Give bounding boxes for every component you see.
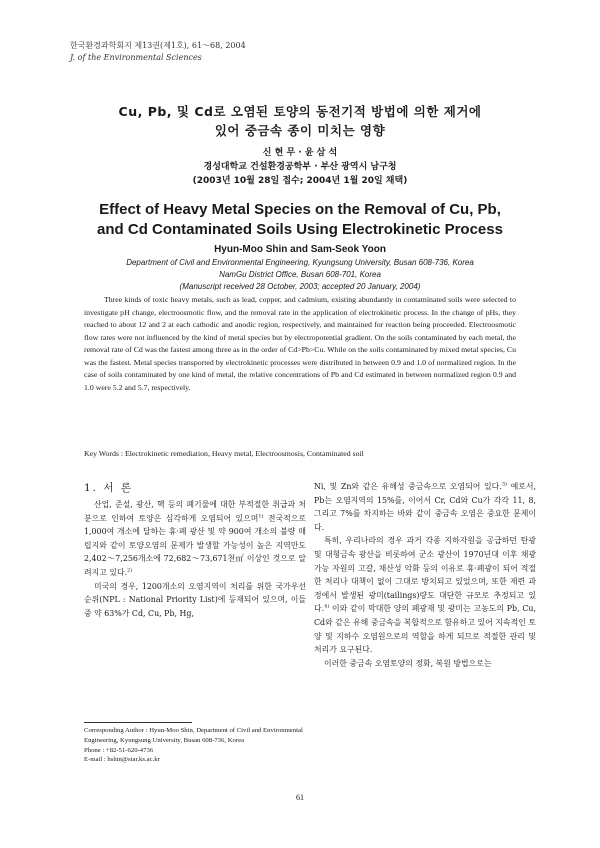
korean-title-line-1: Cu, Pb, 및 Cd로 오염된 토양의 동전기적 방법에 의한 제거에 xyxy=(118,104,482,119)
english-authors: Hyun-Moo Shin and Sam-Seok Yoon xyxy=(214,244,386,255)
body-paragraph: 특히, 우리나라의 경우 과거 각종 지하자원을 공급하던 탄광 및 대형금속 광산을 비롯하여 군소 광산이 1970년대 이후 채광가능 자원의 고갈, 채산성 악화 등의 이유로 휴·폐광이 되어 적절한 처리나 대책이 없이 그대로 방치되고 있었으며, 또한 제련 과정에서 발생된 광미(tailings)량도 대단한 규모로 추정되고 있다.$^{4)}$ 이와 같이 막대한 양의 폐광재 및 광미는 고농도의 Pb, Cu, Cd와 같은 유해 중금속을 복합적으로 함유하고 있어 지속적인 토양 및 지하수 오염원으로의 역할을 하게 되므로 적절한 관리 및 처리가 요구된다. xyxy=(314,536,536,655)
korean-affiliation: 경성대학교 건설환경공학부 · 부산 광역시 남구청 xyxy=(203,162,397,172)
korean-title-line-2: 있어 중금속 종이 미치는 영향 xyxy=(214,123,386,138)
page-number: 61 xyxy=(296,793,304,802)
body-paragraph: 산업, 준설, 광산, 핵 등의 폐기물에 대한 부적절한 취급과 처분으로 인하여 토양은 심각하게 오염되어 있으며$^{1)}$ 전국적으로 1,000여 개소에 달하는 휴·폐 광산 및 약 900여 개소의 불량 매립지와 같이 토양오염의 문제가 발생할 가능성이 높은 지역만도 2,402～7,256개소에 72,682～73,671천㎡ 이상인 것으로 알려지고 있다.$^{2)}$ xyxy=(84,500,306,577)
journal-citation: 한국환경과학회지 제13권(제1호), 61～68, 2004 xyxy=(70,41,246,50)
korean-title xyxy=(60,102,540,140)
english-authors-block xyxy=(40,243,560,293)
footnote-phone: Phone : +82-51-620-4736 xyxy=(84,746,154,754)
reference-marker: 1) xyxy=(258,512,264,519)
english-title-line-1: Effect of Heavy Metal Species on the Removal of Cu, Pb, xyxy=(99,201,501,218)
english-title-line-2: and Cd Contaminated Soils Using Electrokinetic Process xyxy=(97,221,503,238)
english-title xyxy=(40,200,560,240)
body-paragraph: 미국의 경우, 1200개소의 오염지역이 처리를 위한 국가우선순위(NPL : National Priority List)에 등재되어 있으며, 이들 중 약 63%가 Cd, Cu, Pb, Hg, xyxy=(84,581,306,618)
korean-authors: 신 현 무 · 윤 삼 석 xyxy=(262,148,338,158)
reference-marker: 3) xyxy=(501,481,507,488)
reference-marker: 2) xyxy=(127,567,133,574)
korean-received-date: (2003년 10월 28일 접수; 2004년 1월 20일 채택) xyxy=(192,176,408,186)
journal-name: J. of the Environmental Sciences xyxy=(70,53,202,62)
corresponding-author-footnote xyxy=(84,726,306,765)
footnote-email: E-mail : hshin@star.ks.ac.kr xyxy=(84,756,160,764)
body-column-left xyxy=(84,480,306,620)
keywords: Key Words : Electrokinetic remediation, Heavy metal, Electroosmosis, Contaminated soil xyxy=(84,449,364,458)
footnote-divider xyxy=(84,722,192,723)
body-paragraph: 이러한 중금속 오염토양의 정화, 복원 방법으로는 xyxy=(324,658,492,668)
abstract: Three kinds of toxic heavy metals, such as lead, copper, and cadmium, existing abundantly in contaminated soils were selected to investigate pH change, electroosmotic flow, and the removal rate in the application of electrokinetic process. In the change of pHs, they reached to about 12 and 2 at each cathodic and anodic region, respectively, and maintained for reaction being proceeded. Electroosmotic flow rates were not influenced by the kind of metal species but by electropotential gradient. On the soils contaminated by each metal, the removal rate of Cd was the fastest among three as in the order of Cd>Pb>Cu. While on the soils contaminated by mixed metal species, Cu was the fastest. Metal species transported by electrokinetic processes were distributed in between 0.9 and 1.0 of normalized region. In the case of soils contaminated by one kind of metal, the relative concentrations of Pb and Cd estimated in between normalized region 0.9 and 1.0 were 5.2 and 5.7, respectively. xyxy=(84,295,516,392)
body-paragraph: Ni, 및 Zn와 같은 유해성 중금속으로 오염되어 있다.$^{3)}$ 예로서, Pb는 오염지역의 15%를, 이어서 Cr, Cd와 Cu가 각각 11, 8, 그리고 7%를 차지하는 바와 같이 중금속 오염은 중요한 문제이다. xyxy=(314,481,536,532)
reference-marker: 4) xyxy=(324,603,330,610)
journal-header xyxy=(70,40,246,64)
footnote-author: Corresponding Author : Hyun-Moo Shin, Department of Civil and Environmental Engineering, Kyungsung University, Busan 608-736, Korea xyxy=(84,727,303,744)
section-title-introduction: 1. 서 론 xyxy=(84,482,133,494)
english-office: NamGu District Office, Busan 608-701, Korea xyxy=(219,270,381,279)
english-department: Department of Civil and Environmental Engineering, Kyungsung University, Busan 608-736, Korea xyxy=(126,258,474,267)
english-received-date: (Manuscript received 28 October, 2003; accepted 20 January, 2004) xyxy=(179,282,421,291)
korean-authors-block xyxy=(60,146,540,188)
body-column-right xyxy=(314,480,536,670)
